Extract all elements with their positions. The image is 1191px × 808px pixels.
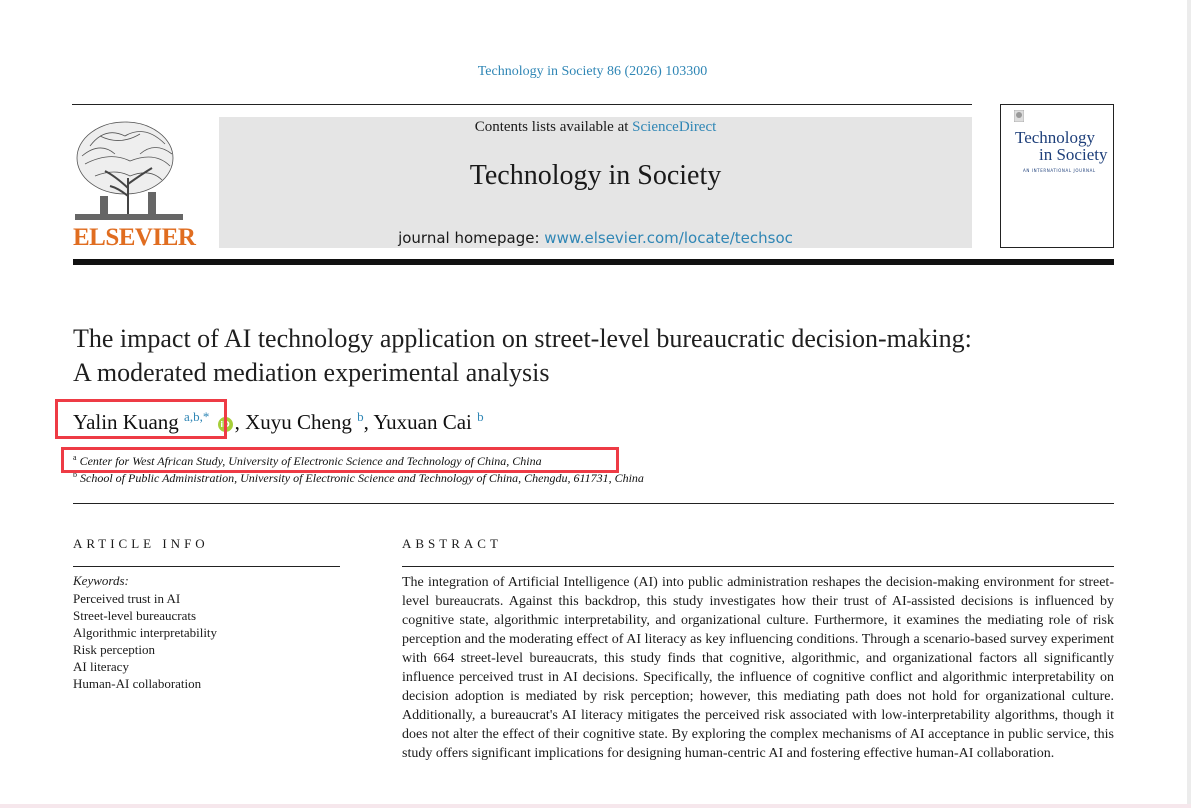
top-rule bbox=[72, 104, 972, 105]
author-name-3[interactable]: Yuxuan Cai bbox=[373, 410, 472, 434]
cover-title-line2: in Society bbox=[1039, 145, 1108, 164]
header-thick-rule bbox=[73, 259, 1114, 265]
publisher-name: ELSEVIER bbox=[73, 224, 196, 251]
sciencedirect-link[interactable]: ScienceDirect bbox=[632, 119, 717, 135]
journal-reference-link[interactable]: Technology in Society 86 (2026) 103300 bbox=[477, 64, 708, 79]
author-separator: , bbox=[234, 410, 246, 434]
keyword-list bbox=[73, 590, 217, 692]
author-name-2[interactable]: Xuyu Cheng bbox=[245, 410, 352, 434]
cover-title-line1: Technology bbox=[1015, 128, 1096, 147]
abstract-heading: ABSTRACT bbox=[402, 536, 502, 551]
homepage-prefix: journal homepage: bbox=[398, 229, 540, 247]
section-rule bbox=[73, 503, 1114, 504]
affiliation-highlight-box bbox=[61, 447, 619, 473]
cover-subtitle: AN INTERNATIONAL JOURNAL bbox=[1023, 168, 1096, 173]
journal-masthead bbox=[219, 117, 972, 248]
keyword-item: AI literacy bbox=[73, 659, 129, 674]
homepage-line bbox=[219, 229, 972, 247]
author-sup-3[interactable]: b bbox=[477, 409, 484, 424]
keywords-label: Keywords: bbox=[73, 573, 129, 588]
journal-cover-thumbnail[interactable] bbox=[1000, 104, 1114, 248]
affiliation-text: School of Public Administration, University of Electronic Science and Technology of China, Chengdu, 611731, China bbox=[80, 471, 644, 485]
affiliation-mark: b bbox=[73, 470, 77, 479]
affiliation-mark: a bbox=[73, 453, 77, 462]
abstract-rule bbox=[402, 566, 1114, 567]
keyword-item: Street-level bureaucrats bbox=[73, 608, 197, 623]
abstract-text: The integration of Artificial Intelligence (AI) into public administration reshapes the decision-making environment for street-level bureaucrats. Against this backdrop, this study investigates how their trust of AI-assisted decisions is influenced by cognitive state, algorithmic interpretability, and organizational culture. Furthermore, it examines the mediating role of risk perception and the moderating effect of AI literacy as key influencing conditions. Through a scenario-based survey experiment with 664 street-level bureaucrats, this study finds that cognitive, algorithmic, and organizational factors all significantly influence perceived trust in AI decisions. Specifically, the influence of cognitive conflict and algorithmic interpretability on decision adoption is mediated by risk perception; however, this mediating path does not hold for organizational culture. Additionally, a bureaucrat's AI literacy mitigates the perceived risk associated with low-interpretability algorithms, though it does not alter the effect of their cognitive state. By exploring the complex mechanisms of AI acceptance in public service, this study offers significant implications for designing human-centric AI and fostering effective human-AI collaboration. bbox=[402, 575, 1114, 761]
article-info-heading: ARTICLE INFO bbox=[73, 536, 209, 551]
orcid-icon[interactable]: iD bbox=[218, 417, 233, 432]
journal-title: Technology in Society bbox=[469, 160, 722, 191]
author-separator: , bbox=[363, 410, 374, 434]
vertical-scrollbar[interactable] bbox=[1187, 0, 1191, 808]
contents-line bbox=[219, 119, 972, 136]
contents-prefix: Contents lists available at bbox=[474, 119, 629, 135]
article-info-rule bbox=[73, 566, 340, 567]
journal-homepage-link[interactable]: www.elsevier.com/locate/techsoc bbox=[544, 229, 793, 247]
keyword-item: Perceived trust in AI bbox=[73, 591, 181, 606]
keyword-item: Human-AI collaboration bbox=[73, 676, 202, 691]
article-title: The impact of AI technology application on street-level bureaucratic decision-making: A moderated mediation experimental analysis bbox=[73, 324, 972, 387]
author-highlight-box bbox=[55, 399, 227, 439]
keyword-item: Algorithmic interpretability bbox=[73, 625, 218, 640]
keyword-item: Risk perception bbox=[73, 642, 155, 657]
cover-publisher-icon bbox=[1014, 110, 1024, 122]
bottom-strip bbox=[0, 804, 1191, 808]
affiliation-text: Center for West African Study, University of Electronic Science and Technology of China, China bbox=[79, 454, 542, 468]
author-name-1[interactable]: Yalin Kuang bbox=[73, 410, 179, 434]
author-sup-2[interactable]: b bbox=[357, 409, 364, 424]
author-sup-1[interactable]: a,b,* bbox=[184, 409, 210, 424]
